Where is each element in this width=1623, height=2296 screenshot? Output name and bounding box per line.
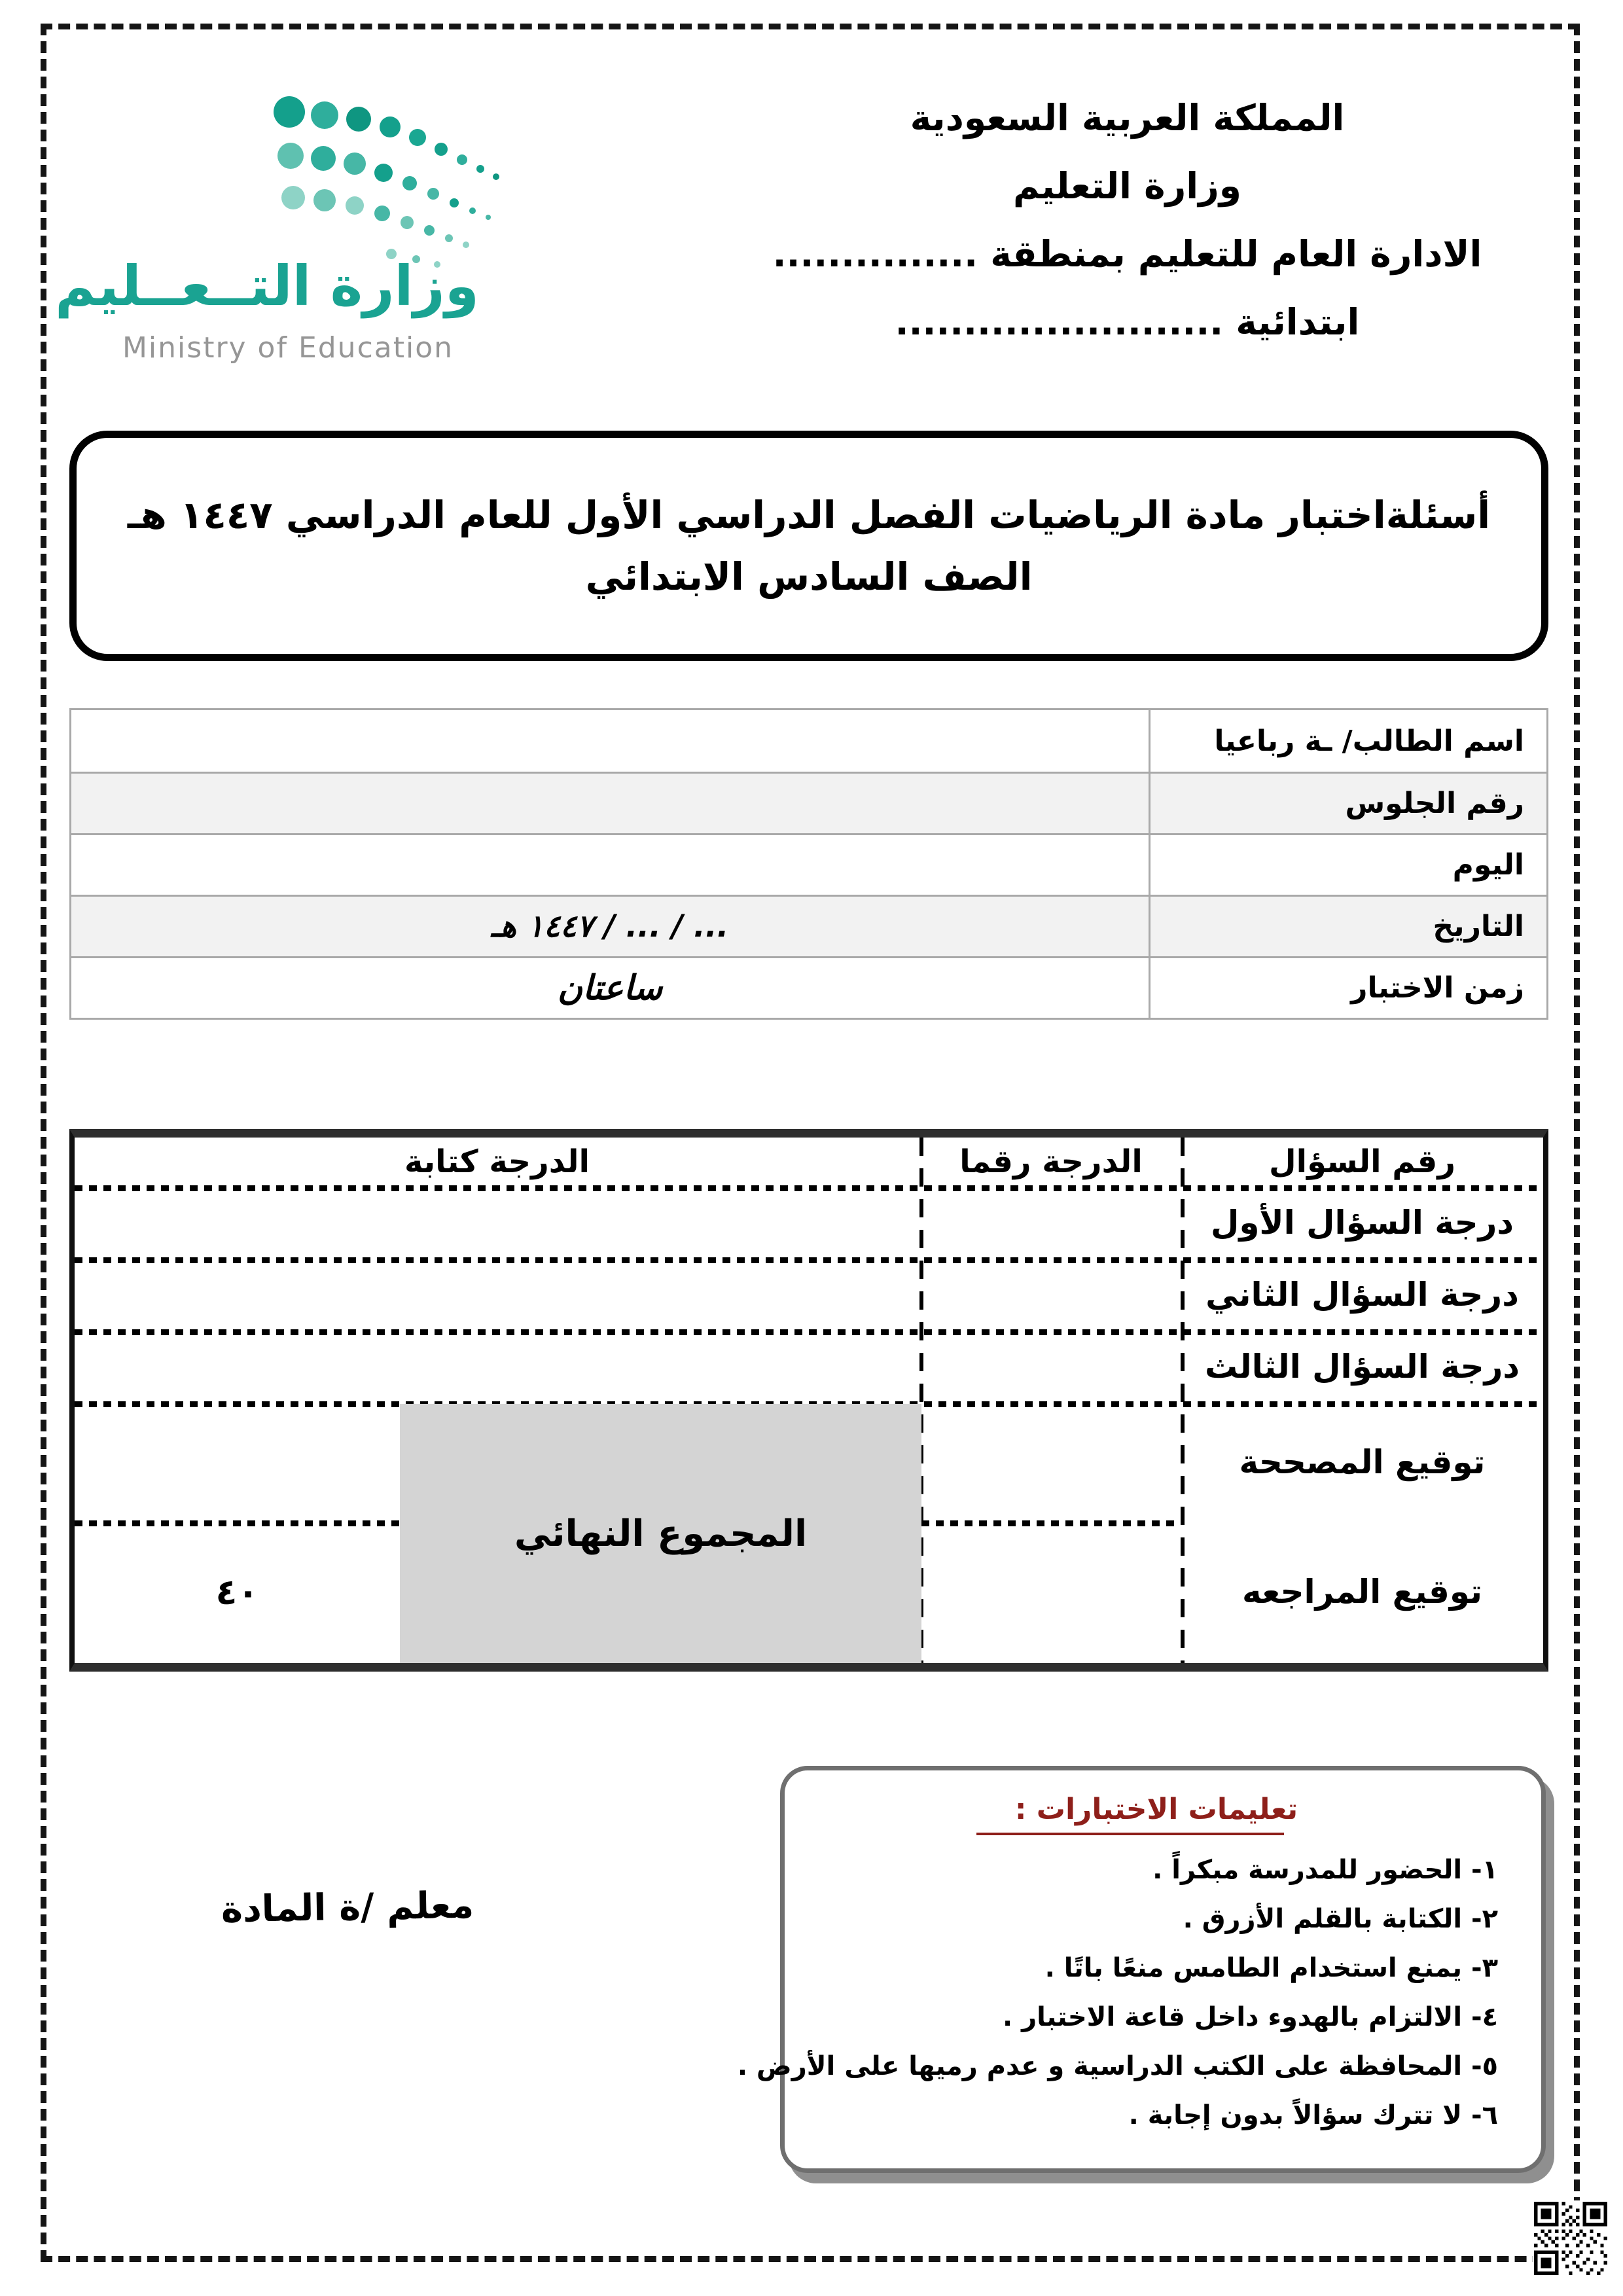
- info-label-student-name: اسم الطالب/ ـة رباعيا: [1149, 710, 1546, 772]
- subject-teacher-label: معلم /ة المادة: [221, 1884, 474, 1931]
- grades-row-question3: درجة السؤال الثالث: [1204, 1348, 1520, 1386]
- grades-row-reviewer-signature: توقيع المراجعه: [1241, 1573, 1483, 1611]
- exam-title-line2: الصف السادس الابتدائي: [585, 554, 1033, 599]
- exam-title-box: [69, 431, 1548, 661]
- info-field-seat-number: [71, 772, 1149, 833]
- ministry-logo-wordmark: وزارة التــعــليم: [55, 254, 479, 318]
- ministry-logo-dots-icon: [270, 82, 537, 276]
- grades-header-written: الدرجة كتابة: [404, 1143, 590, 1180]
- info-label-day: اليوم: [1149, 833, 1546, 895]
- ministry-logo-english-label: Ministry of Education: [122, 331, 454, 365]
- grades-header-question: رقم السؤال: [1269, 1143, 1455, 1180]
- exam-title-line1: أسئلةاختبار مادة الرياضيات الفصل الدراسي الأول للعام الدراسي ١٤٤٧ هـ: [127, 493, 1491, 537]
- qr-code-icon: [1533, 2200, 1609, 2276]
- final-total-value: ٤٠: [215, 1571, 259, 1613]
- header-kingdom: المملكة العربية السعودية: [910, 97, 1345, 139]
- instructions-box: [737, 1766, 1546, 2173]
- grades-row-corrector-signature: توقيع المصححة: [1239, 1443, 1486, 1481]
- header-directorate: الادارة العام للتعليم بمنطقة ...............: [772, 233, 1482, 275]
- header-school: ابتدائية ........................: [895, 301, 1360, 343]
- grades-row-question2: درجة السؤال الثاني: [1205, 1276, 1519, 1314]
- header-text-block: [756, 84, 1499, 356]
- info-label-exam-duration: زمن الاختبار: [1149, 956, 1546, 1018]
- info-field-student-name: [71, 710, 1149, 772]
- instructions-title: تعليمات الاختبارات :: [1014, 1793, 1298, 1826]
- header-ministry: وزارة التعليم: [1012, 165, 1241, 207]
- instruction-item: ١- الحضور للمدرسة مبكراً .: [1152, 1855, 1498, 1885]
- grades-table: [69, 1129, 1548, 1672]
- final-total-cell: المجموع النهائي: [400, 1404, 921, 1663]
- instruction-item: ٤- الالتزام بالهدوء داخل قاعة الاختبار .: [1003, 2002, 1498, 2032]
- instruction-item: ٣- يمنع استخدام الطامس منعًا باتًا .: [1044, 1953, 1498, 1983]
- info-field-exam-duration: ساعتان: [71, 956, 1149, 1018]
- grades-horizontal-divider: [921, 1520, 1181, 1526]
- instruction-item: ٢- الكتابة بالقلم الأزرق .: [1183, 1904, 1498, 1934]
- info-label-date: التاريخ: [1149, 895, 1546, 956]
- grades-header-numeric: الدرجة رقما: [959, 1143, 1143, 1180]
- instruction-item: ٦- لا تترك سؤالاً بدون إجابة .: [1128, 2100, 1498, 2130]
- info-field-date: ... / ... / ١٤٤٧ هـ: [71, 895, 1149, 956]
- grades-row-question1: درجة السؤال الأول: [1210, 1204, 1514, 1242]
- instructions-title-underline: [976, 1833, 1284, 1835]
- info-label-seat-number: رقم الجلوس: [1149, 772, 1546, 833]
- instruction-item: ٥- المحافظة على الكتب الدراسية و عدم رميها على الأرض .: [737, 2051, 1498, 2081]
- student-info-table: [69, 708, 1548, 1020]
- info-field-day: [71, 833, 1149, 895]
